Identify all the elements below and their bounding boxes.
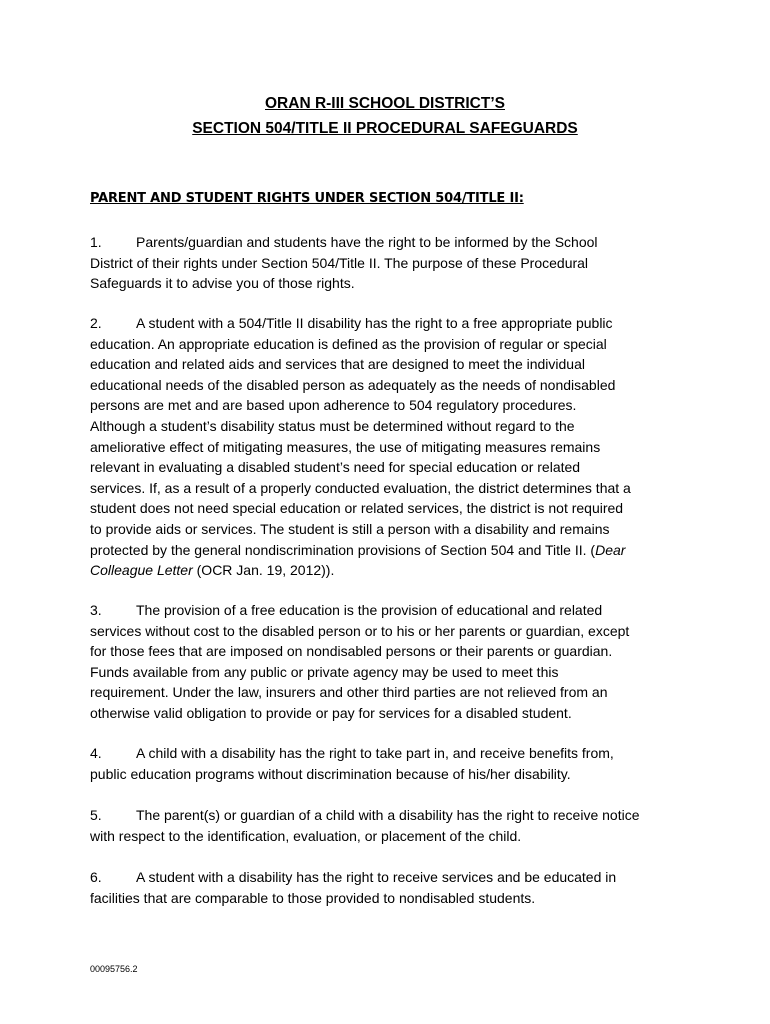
document-footer-id: 00095756.2 (90, 964, 138, 974)
paragraph-line (90, 232, 695, 253)
paragraph-line (90, 313, 695, 334)
paragraph-line: education and related aids and services that are designed to meet the individual (90, 356, 585, 373)
paragraph-line (90, 743, 695, 764)
paragraph-5 (90, 805, 695, 846)
paragraph-line: Safeguards it to advise you of those rights. (90, 275, 355, 292)
paragraph-text: The provision of a free education is the provision of educational and related (136, 602, 603, 618)
citation-italic: Dear (595, 541, 626, 558)
paragraph-text: Parents/guardian and students have the right to be informed by the School (136, 234, 598, 250)
paragraph-line: to provide aids or services. The student is still a person with a disability and remains (90, 520, 610, 537)
paragraph-number: 4. (90, 745, 102, 761)
paragraph-line (90, 805, 695, 826)
paragraph-line (90, 867, 695, 888)
paragraph-line: requirement. Under the law, insurers and other third parties are not relieved from an (90, 684, 608, 701)
citation-italic: Colleague Letter (90, 562, 193, 579)
document-title (0, 91, 770, 141)
paragraph-number: 1. (90, 234, 102, 250)
paragraph-line: for those fees that are imposed on nondisabled persons or their parents or guardian. (90, 643, 613, 660)
paragraph-text: protected by the general nondiscrimination provisions of Section 504 and Title II. ( (90, 541, 596, 558)
paragraph-6 (90, 867, 695, 908)
paragraph-number: 6. (90, 869, 102, 885)
paragraph-line: otherwise valid obligation to provide or pay for services for a disabled student. (90, 704, 572, 721)
paragraph-3 (90, 600, 695, 724)
paragraph-text: A child with a disability has the right to take part in, and receive benefits from, (136, 745, 614, 761)
paragraph-line: ameliorative effect of mitigating measures, the use of mitigating measures remains (90, 438, 601, 455)
paragraph-line: services without cost to the disabled person or to his or her parents or guardian, except (90, 622, 630, 639)
paragraph-1 (90, 232, 695, 294)
paragraph-line: facilities that are comparable to those provided to nondisabled students. (90, 889, 536, 906)
paragraph-line: persons are met and are based upon adherence to 504 regulatory procedures. (90, 397, 577, 414)
paragraph-text: (OCR Jan. 19, 2012)). (192, 562, 335, 579)
paragraph-line: District of their rights under Section 504/Title II. The purpose of these Procedural (90, 254, 589, 271)
paragraph-line (90, 560, 695, 581)
paragraph-number: 3. (90, 602, 102, 618)
paragraph-line (90, 600, 695, 621)
title-line-2: SECTION 504/TITLE II PROCEDURAL SAFEGUARDS (192, 120, 578, 137)
paragraph-line: student does not need special education or related services, the district is not required (90, 500, 624, 517)
paragraph-line: Funds available from any public or private agency may be used to meet this (90, 663, 559, 680)
paragraph-line: educational needs of the disabled person as adequately as the needs of nondisabled (90, 376, 616, 393)
paragraph-number: 2. (90, 315, 102, 331)
paragraph-text: A student with a disability has the right to receive services and be educated in (136, 869, 617, 885)
paragraph-2 (90, 313, 695, 581)
paragraph-line: relevant in evaluating a disabled student’s need for special education or related (90, 459, 581, 476)
paragraph-line: education. An appropriate education is defined as the provision of regular or special (90, 335, 607, 352)
paragraph-line: services. If, as a result of a properly conducted evaluation, the district determines that a (90, 479, 631, 496)
paragraph-text: The parent(s) or guardian of a child with a disability has the right to receive notice (136, 807, 640, 823)
paragraph-text: A student with a 504/Title II disability has the right to a free appropriate public (136, 315, 613, 331)
paragraph-line: Although a student’s disability status must be determined without regard to the (90, 417, 575, 434)
paragraph-line: with respect to the identification, evaluation, or placement of the child. (90, 827, 522, 844)
paragraph-number: 5. (90, 807, 102, 823)
paragraph-line: public education programs without discrimination because of his/her disability. (90, 765, 571, 782)
paragraph-line (90, 540, 695, 561)
section-heading: PARENT AND STUDENT RIGHTS UNDER SECTION 504/TITLE II: (90, 191, 524, 206)
title-line-1: ORAN R-III SCHOOL DISTRICT’S (265, 95, 505, 112)
paragraph-4 (90, 743, 695, 784)
